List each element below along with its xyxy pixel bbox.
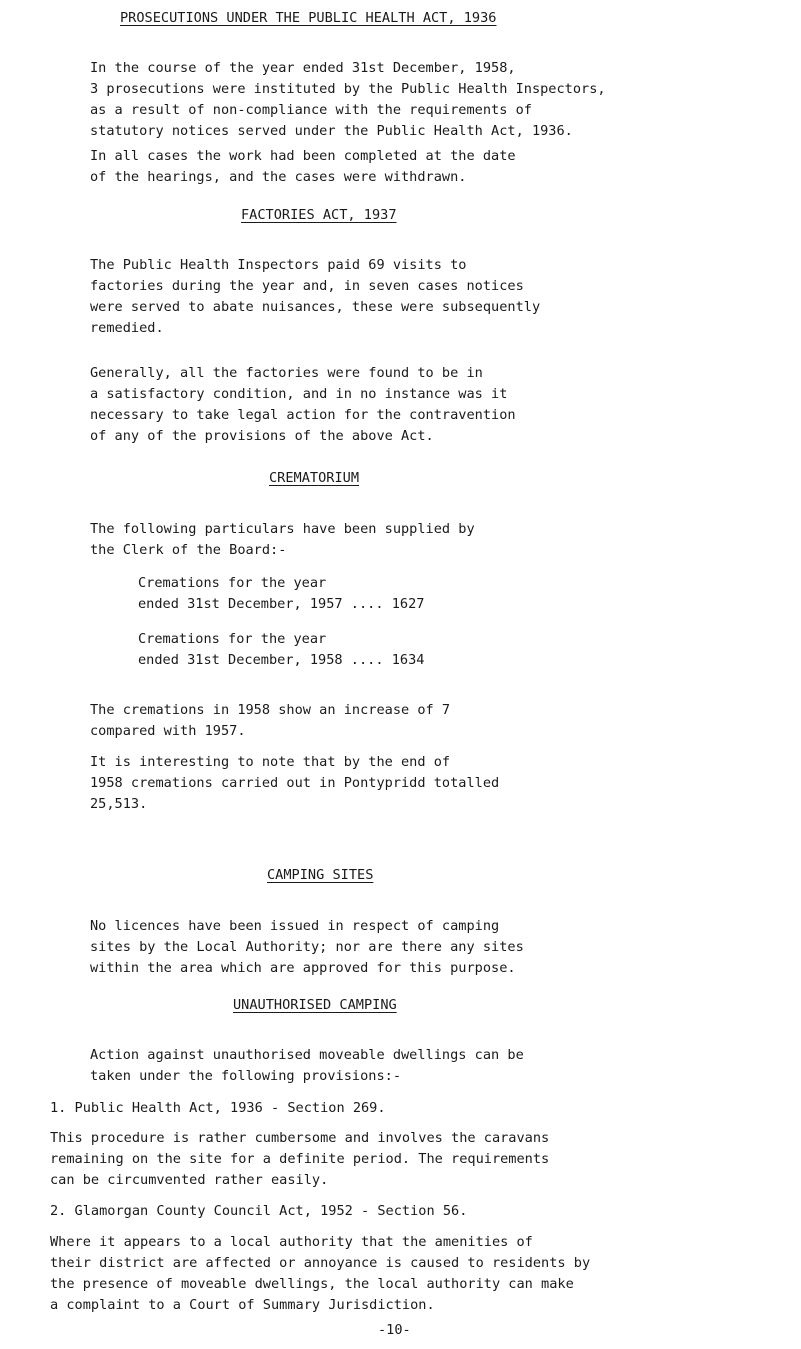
prosecutions-paragraph-2: In all cases the work had been completed at the date of the hearings, and the cases were withdrawn. — [90, 148, 516, 185]
provision-2-body: Where it appears to a local authority that the amenities of their district are affected or annoyance is caused to residents by the presence of moveable dwellings, the local authority can make a complaint to a Court of Summary Jurisdiction. — [50, 1234, 591, 1313]
page-number: -10- — [378, 1322, 411, 1338]
prosecutions-paragraph-1: In the course of the year ended 31st December, 1958, 3 prosecutions were instituted by the Public Health Inspectors, as a result of non-compliance with the requirements of statutory notices served under the Public Health Act, 1936. — [90, 60, 606, 139]
crematorium-entry-1958: Cremations for the year ended 31st December, 1958 .... 1634 — [138, 631, 425, 668]
provision-1-body: This procedure is rather cumbersome and involves the caravans remaining on the site for a definite period. The requirements can be circumvented rather easily. — [50, 1130, 550, 1188]
heading-unauthorised-camping: UNAUTHORISED CAMPING — [233, 997, 397, 1013]
heading-camping-sites: CAMPING SITES — [267, 867, 374, 883]
crematorium-entry-1957: Cremations for the year ended 31st December, 1957 .... 1627 — [138, 575, 425, 612]
provision-2-title: 2. Glamorgan County Council Act, 1952 - Section 56. — [50, 1203, 468, 1219]
crematorium-paragraph-2: It is interesting to note that by the end of 1958 cremations carried out in Pontypridd totalled 25,513. — [90, 754, 500, 812]
crematorium-intro: The following particulars have been supplied by the Clerk of the Board:- — [90, 521, 475, 558]
crematorium-paragraph-1: The cremations in 1958 show an increase of 7 compared with 1957. — [90, 702, 451, 739]
camping-paragraph-1: No licences have been issued in respect of camping sites by the Local Authority; nor are there any sites within the area which are approved for this purpose. — [90, 918, 524, 976]
heading-prosecutions: PROSECUTIONS UNDER THE PUBLIC HEALTH ACT, 1936 — [120, 10, 497, 26]
unauthorised-intro: Action against unauthorised moveable dwellings can be taken under the following provisions:- — [90, 1047, 524, 1084]
heading-factories: FACTORIES ACT, 1937 — [241, 207, 397, 223]
provision-1-title: 1. Public Health Act, 1936 - Section 269. — [50, 1100, 386, 1116]
heading-crematorium: CREMATORIUM — [269, 470, 360, 486]
factories-paragraph-1: The Public Health Inspectors paid 69 visits to factories during the year and, in seven cases notices were served to abate nuisances, these were subsequently remedied. — [90, 257, 541, 336]
factories-paragraph-2: Generally, all the factories were found to be in a satisfactory condition, and in no instance was it necessary to take legal action for the contravention of any of the provisions of the above Act. — [90, 365, 516, 444]
